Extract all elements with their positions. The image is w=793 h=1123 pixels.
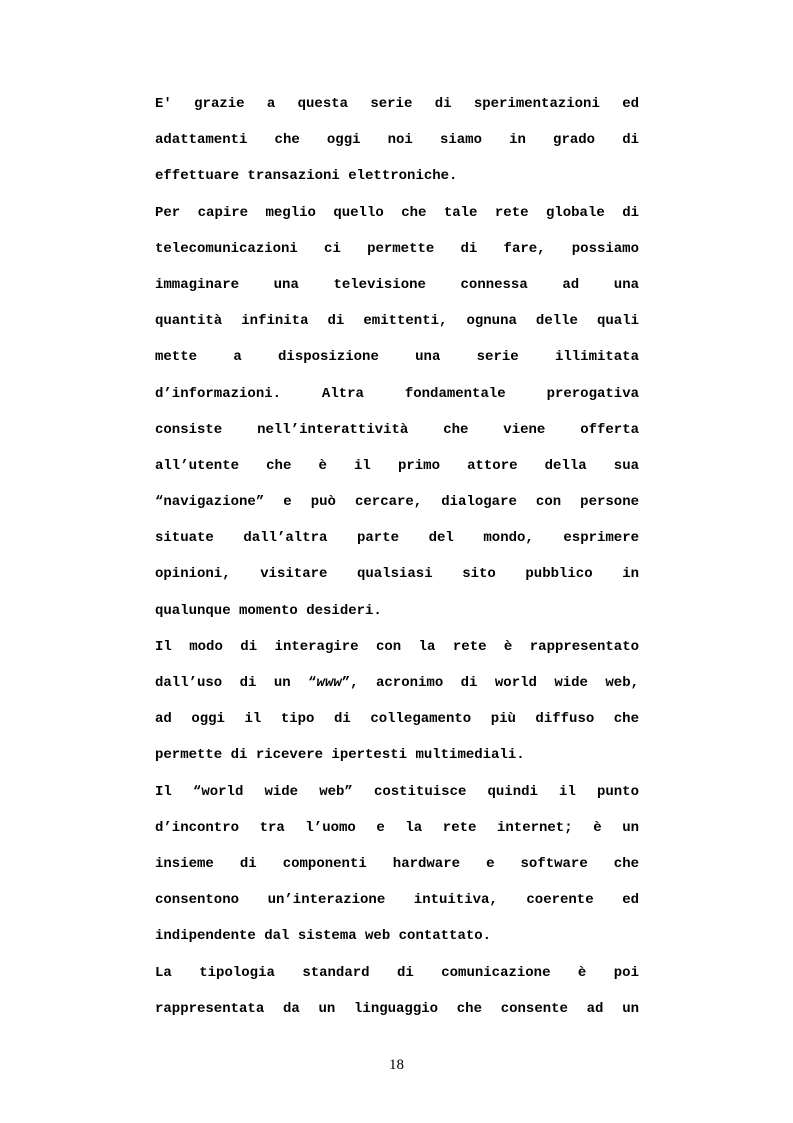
text-line: “navigazione” e può cercare, dialogare con persone [155, 494, 639, 511]
text-line: opinioni, visitare qualsiasi sito pubblico in [155, 566, 639, 583]
text-line: adattamenti che oggi noi siamo in grado di [155, 132, 639, 149]
text-segment: dall’uso di un “ [155, 675, 317, 691]
text-line: effettuare transazioni elettroniche. [155, 168, 458, 185]
text-line: La tipologia standard di comunicazione è poi [155, 964, 639, 981]
text-line: Per capire meglio quello che tale rete globale di [155, 204, 639, 221]
text-line: E' grazie a questa serie di sperimentazioni ed [155, 96, 639, 112]
text-line: consentono un’interazione intuitiva, coerente ed [155, 892, 639, 909]
italic-term-www: www [316, 675, 342, 691]
text-line: all’utente che è il primo attore della sua [155, 457, 639, 474]
text-line: immaginare una televisione connessa ad una [155, 276, 639, 293]
page-number: 18 [389, 1057, 404, 1073]
text-line: quantità infinita di emittenti, ognuna delle quali [155, 313, 639, 330]
text-line: Il modo di interagire con la rete è rappresentato [155, 638, 639, 655]
text-line: consiste nell’interattività che viene offerta [155, 421, 639, 438]
text-line: d’informazioni. Altra fondamentale prerogativa [155, 385, 639, 402]
text-line [155, 665, 639, 701]
text-line: rappresentata da un linguaggio che consente ad un [155, 1000, 639, 1017]
text-line: telecomunicazioni ci permette di fare, possiamo [155, 240, 639, 257]
text-segment: ”, acronimo di world wide web, [341, 675, 639, 691]
text-line: ad oggi il tipo di collegamento più diffuso che [155, 711, 639, 728]
text-line: situate dall’altra parte del mondo, esprimere [155, 530, 639, 547]
text-line: indipendente dal sistema web contattato. [155, 928, 492, 945]
text-line: d’incontro tra l’uomo e la rete internet; è un [155, 819, 639, 836]
text-line: permette di ricevere ipertesti multimediali. [155, 747, 525, 764]
text-line: insieme di componenti hardware e software che [155, 855, 639, 872]
text-line: qualunque momento desideri. [155, 602, 382, 619]
body-text [155, 86, 639, 1027]
text-line: Il “world wide web” costituisce quindi il punto [155, 783, 639, 800]
text-line: mette a disposizione una serie illimitata [155, 349, 639, 366]
